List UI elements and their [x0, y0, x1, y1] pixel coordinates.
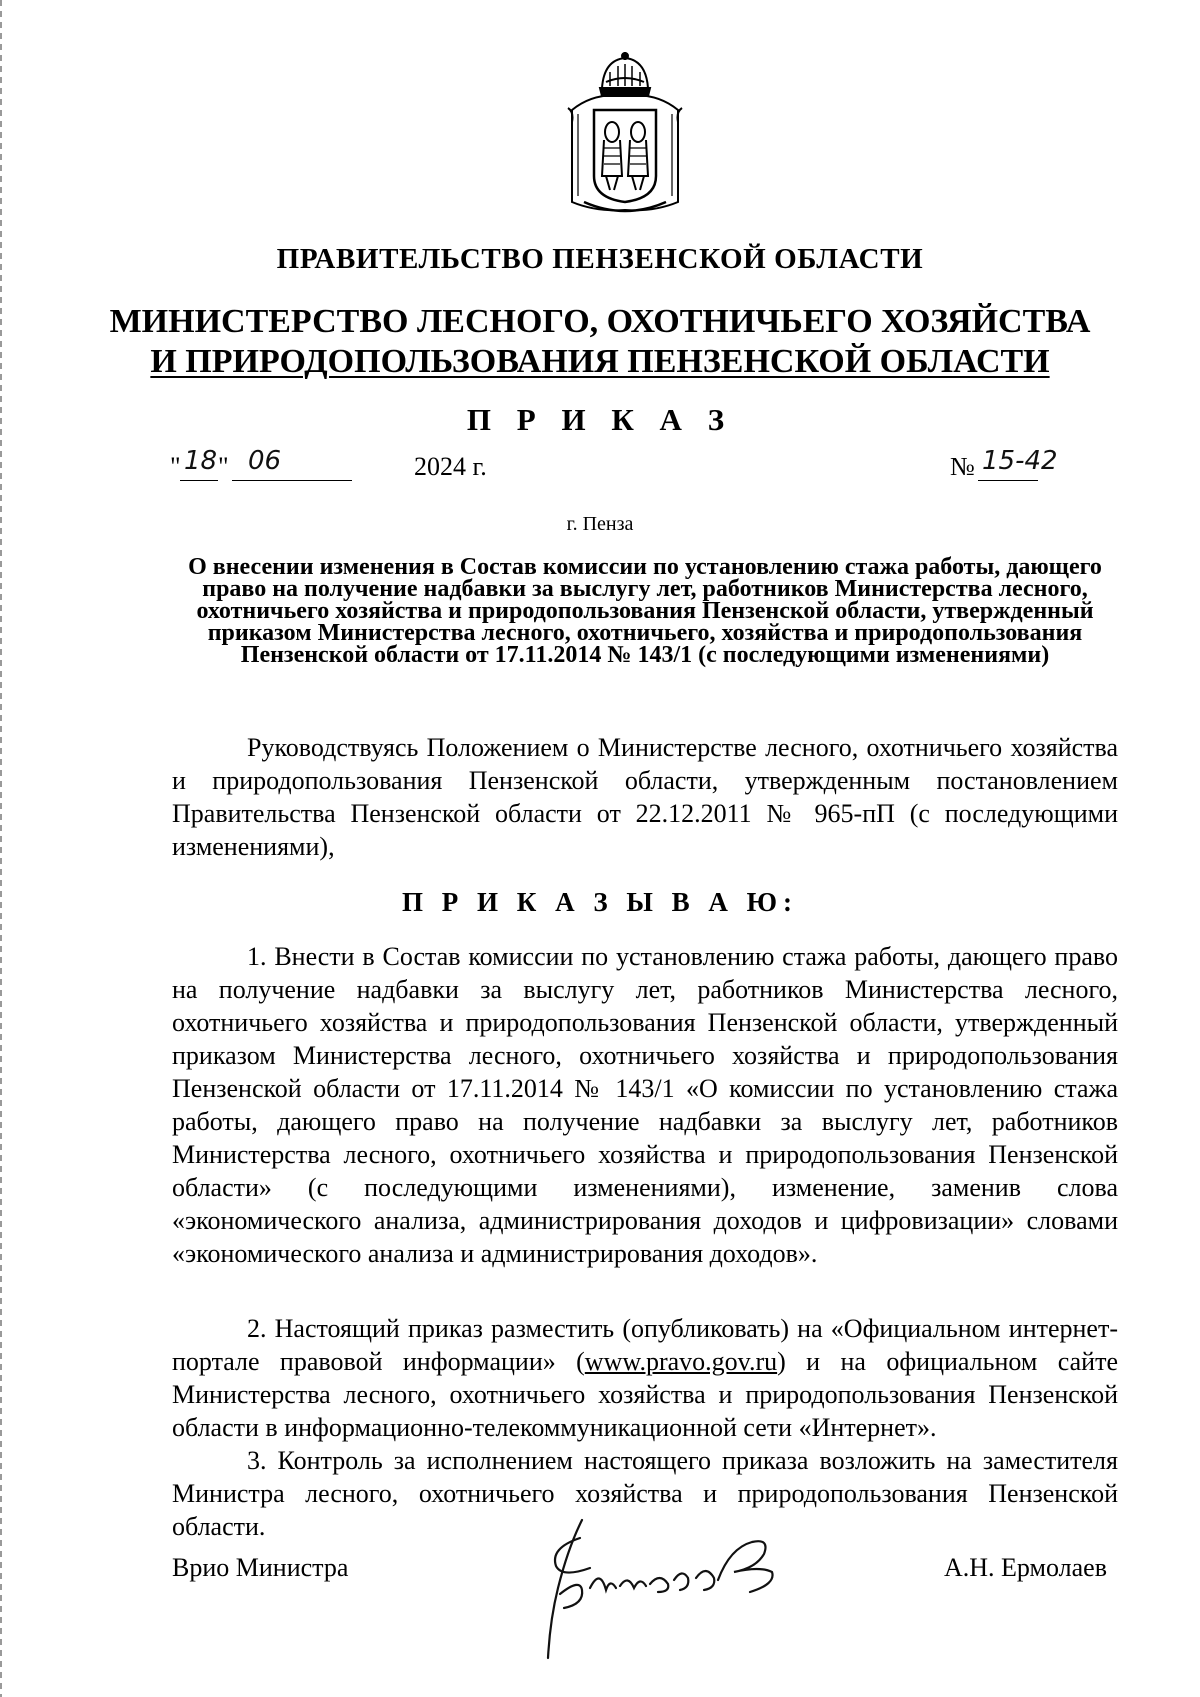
date-year: 2024 г. — [414, 452, 487, 481]
preamble — [172, 731, 1118, 863]
decree-heading: П Р И К А З Ы В А Ю: — [402, 887, 798, 917]
number-label: № — [950, 452, 975, 481]
order-subject: О внесении изменения в Состав комиссии по установлению стажа работы, дающего право на получение надбавки за выслугу лет, работников Министерства лесного, охотничьего хозяйства и природопользования Пензенской области, утвержденный приказом Министерства лесного, охотничьего, хозяйства и природопользования Пензенской области от 17.11.2014 № 143/1 (с последующими изменениями) — [188, 554, 1102, 668]
date-number-row — [170, 446, 1120, 494]
pravo-link[interactable]: www.pravo.gov.ru — [584, 1347, 778, 1376]
quote-mark: " — [170, 452, 181, 481]
ministry-title-line1: МИНИСТЕРСТВО ЛЕСНОГО, ОХОТНИЧЬЕГО ХОЗЯЙСТВА — [109, 303, 1091, 340]
signatory-role: Врио Министра — [172, 1553, 349, 1582]
coat-of-arms-icon — [564, 52, 686, 216]
date-month: 06 — [248, 446, 282, 476]
item-1-text: 1. Внести в Состав комиссии по установлению стажа работы, дающего право на получение надбавки за выслугу лет, работников Министерства лесного, охотничьего хозяйства и природопользования Пензенской области, утвержденный приказом Министерства лесного, охотничьего хозяйства и природопользования Пензенской области от 17.11.2014 № 143/1 «О комиссии по установлению стажа работы, дающего право на получение надбавки за выслугу лет, работников Министерства лесного, охотничьего хозяйства и природопользования Пензенской области» (с последующими изменениями), изменение, заменив слова «экономического анализа, администрирования доходов и цифровизации» словами «экономического анализа и администрирования доходов». — [172, 942, 1118, 1268]
signatory-name: А.Н. Ермолаев — [944, 1553, 1107, 1582]
month-underline — [232, 480, 352, 481]
government-title: ПРАВИТЕЛЬСТВО ПЕНЗЕНСКОЙ ОБЛАСТИ — [276, 243, 924, 275]
item-2 — [172, 1312, 1118, 1444]
item-1 — [172, 940, 1118, 1270]
ministry-title-line2: И ПРИРОДОПОЛЬЗОВАНИЯ ПЕНЗЕНСКОЙ ОБЛАСТИ — [150, 343, 1050, 380]
order-number: 15-42 — [982, 446, 1058, 476]
item-2-text-after: ) и на официальном сайте Министерства лесного, охотничьего хозяйства и природопользования Пензенской области в информационно-телекоммуникационной сети «Интернет». — [172, 1347, 1118, 1442]
handwritten-signature — [520, 1508, 810, 1668]
ministry-title — [0, 302, 1200, 382]
item-2-text-before: 2. Настоящий приказ разместить (опубликовать) на «Официальном интернет-портале правовой информации» ( — [172, 1314, 1118, 1376]
item-3-text: 3. Контроль за исполнением настоящего приказа возложить на заместителя Министра лесного, охотничьего хозяйства и природопользования Пензенской области. — [172, 1446, 1118, 1541]
preamble-text: Руководствуясь Положением о Министерстве лесного, охотничьего хозяйства и природопользования Пензенской области, утвержденным постановлением Правительства Пензенской области от 22.12.2011 № 965-пП (с последующими изменениями), — [172, 733, 1118, 861]
quote-mark: " — [218, 452, 229, 481]
order-title: П Р И К А З — [466, 402, 734, 437]
number-underline — [978, 480, 1038, 481]
date-day: 18 — [184, 446, 218, 476]
city: г. Пенза — [566, 513, 634, 535]
day-underline — [180, 480, 218, 481]
